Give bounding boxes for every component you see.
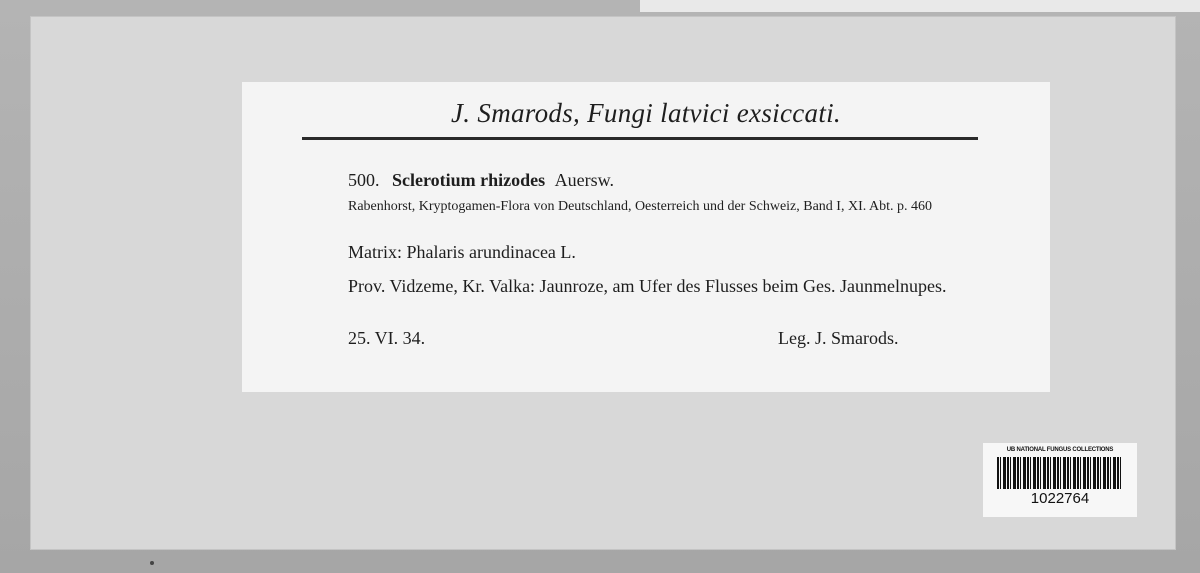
barcode-icon: [997, 457, 1123, 489]
specimen-label: [242, 82, 1050, 392]
barcode-label: [983, 443, 1137, 517]
barcode-number: 1022764: [1030, 490, 1090, 507]
speck-mark: [150, 561, 154, 565]
label-title: J. Smarods, Fungi latvici exsiccati.: [451, 98, 841, 128]
specimen-line: [348, 170, 614, 191]
species-author: Auersw.: [554, 170, 614, 190]
literature-reference: Rabenhorst, Kryptogamen-Flora von Deutschland, Oesterreich und der Schweiz, Band I, XI. Abt. p. 460: [348, 199, 932, 214]
species-name: Sclerotium rhizodes: [392, 170, 546, 190]
adjacent-sheet-edge: [640, 0, 1200, 12]
collection-date: 25. VI. 34.: [348, 328, 426, 348]
locality-text: Prov. Vidzeme, Kr. Valka: Jaunroze, am Ufer des Flusses beim Ges. Jaunmelnupes.: [348, 276, 947, 296]
matrix-line: Matrix: Phalaris arundinacea L.: [348, 242, 576, 262]
title-rule: [302, 137, 978, 140]
collector-name: Leg. J. Smarods.: [778, 328, 899, 348]
barcode-caption: UB NATIONAL FUNGUS COLLECTIONS: [1006, 447, 1114, 453]
specimen-number: 500.: [348, 170, 380, 190]
